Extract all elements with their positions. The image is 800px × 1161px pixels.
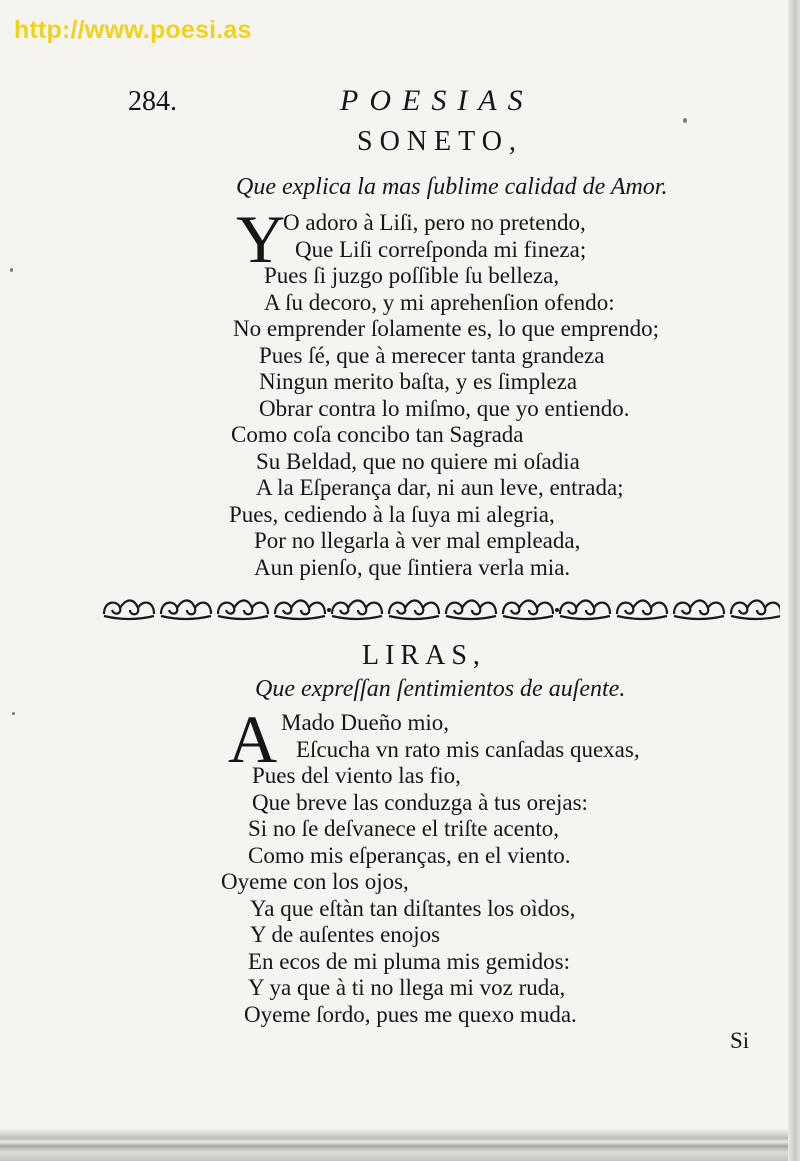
book-bottom-edge (0, 1128, 800, 1161)
ornament-piece (218, 601, 268, 620)
liras-line: Oyeme con los ojos, (221, 869, 409, 894)
ornament-piece (161, 601, 211, 620)
ornament-piece (332, 601, 382, 620)
catchword: Si (730, 1028, 750, 1053)
soneto-line: Aun pienſo, que ſintiera verla mia. (254, 555, 571, 580)
soneto-line: A la Eſperança dar, ni aun leve, entrada; (256, 475, 624, 500)
liras-line: Como mis eſperanças, en el viento. (248, 843, 571, 868)
liras-line: Eſcucha vn rato mis canſadas quexas, (296, 737, 640, 762)
liras-drop-cap: A (228, 701, 278, 777)
ornament-piece (617, 601, 667, 620)
liras-line: Que breve las conduzga à tus orejas: (252, 790, 588, 815)
liras-line: En ecos de mi pluma mis gemidos: (248, 949, 570, 974)
soneto-line: Ningun merito baſta, y es ſimpleza (259, 369, 578, 394)
soneto-line: Su Beldad, que no quiere mi oſadia (256, 449, 580, 474)
soneto-line: Pues ſi juzgo poſſible ſu belleza, (264, 263, 560, 288)
liras-heading: LIRAS, (362, 640, 486, 671)
ornament-piece (275, 601, 325, 620)
liras-line: Si no ſe deſvanece el triſte acento, (248, 816, 560, 841)
soneto-line: O adoro à Liſi, pero no pretendo, (283, 210, 586, 235)
soneto-heading: SONETO, (357, 126, 523, 157)
soneto-line: No emprender ſolamente es, lo que emprendo; (233, 316, 659, 341)
running-head: POESIAS (340, 84, 534, 117)
soneto-drop-cap: Y (236, 201, 286, 277)
soneto-line: Pues ſé, que à merecer tanta grandeza (259, 343, 605, 368)
liras-line: Pues del viento las fio, (252, 763, 461, 788)
watermark-url: http://www.poesi.as (14, 16, 252, 44)
ornament-dot (555, 608, 559, 612)
liras-subtitle: Que expreſſan ſentimientos de auſente. (255, 676, 626, 702)
soneto-line: Pues, cediendo à la ſuya mi alegria, (229, 502, 555, 527)
soneto-line: Por no llegarla à ver mal empleada, (254, 528, 581, 553)
ornament-rule (100, 596, 780, 622)
ornament-piece (446, 601, 496, 620)
liras-line: Mado Dueño mio, (281, 710, 450, 735)
ornament-piece (389, 601, 439, 620)
liras-line: Ya que eſtàn tan diſtantes los oìdos, (250, 896, 576, 921)
scan-speck (683, 118, 687, 123)
ornament-piece (560, 601, 610, 620)
liras-line: Oyeme ſordo, pues me quexo muda. (244, 1002, 577, 1027)
liras-line: Y ya que à ti no llega mi voz ruda, (248, 975, 566, 1000)
ornament-piece (104, 601, 154, 620)
soneto-line: A ſu decoro, y mi aprehenſion ofendo: (264, 290, 615, 315)
page-number: 284. (128, 86, 177, 117)
scan-speck (10, 268, 13, 272)
scan-speck (12, 712, 15, 715)
ornament-piece (731, 601, 780, 620)
soneto-line: Como coſa concibo tan Sagrada (231, 422, 524, 447)
ornament-dot (327, 608, 331, 612)
soneto-subtitle: Que explica la mas ſublime calidad de Amor. (236, 174, 668, 200)
ornament-piece (503, 601, 553, 620)
ornament-piece (674, 601, 724, 620)
soneto-line: Que Liſi correſponda mi fineza; (295, 237, 587, 262)
soneto-line: Obrar contra lo miſmo, que yo entiendo. (259, 396, 630, 421)
liras-line: Y de auſentes enojos (250, 922, 441, 947)
